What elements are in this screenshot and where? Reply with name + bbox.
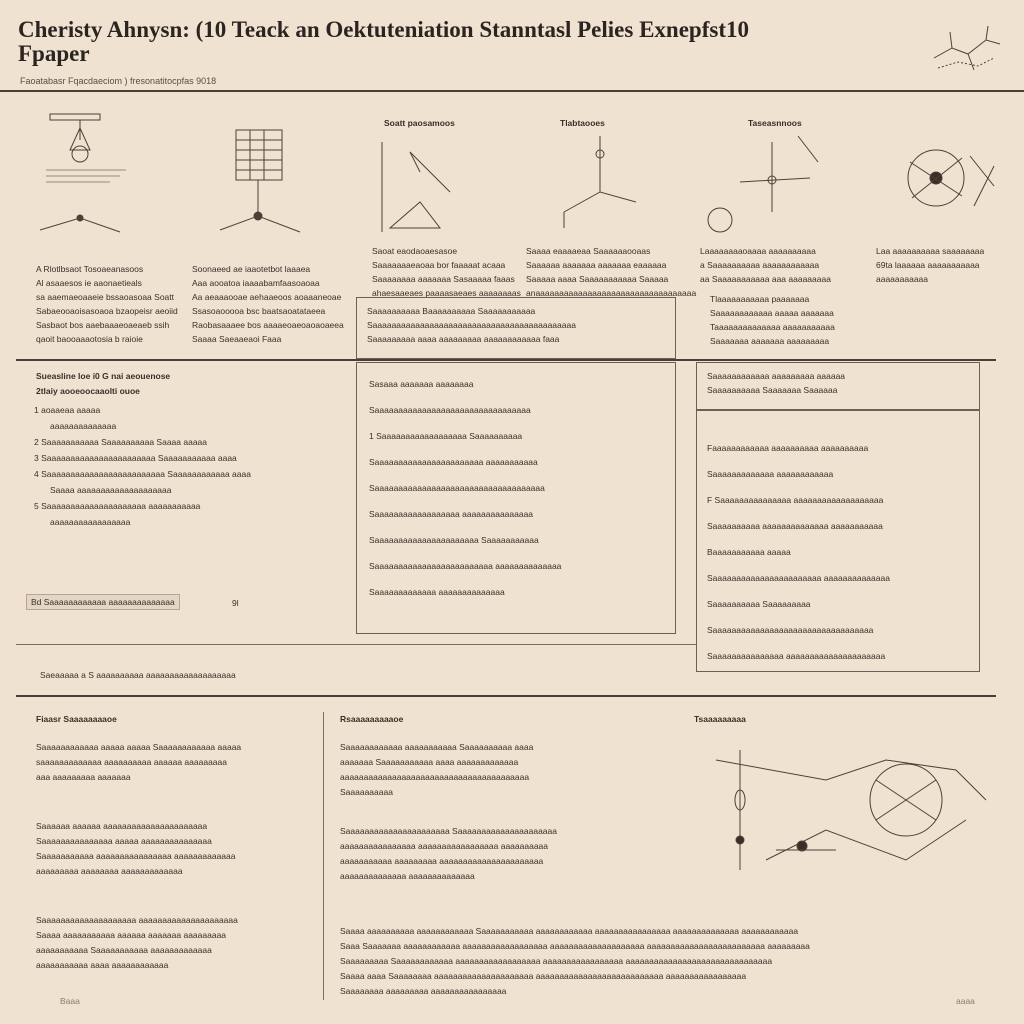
bottom-col2-text: Saaaaaaaaaaaa aaaaaaaaaaa Saaaaaaaaaa aaaa aaaaaaa Saaaaaaaaaaa aaaa aaaaaaaaaaaaa aaaaaaaaaaaaaaaaaaaaaaaaaaaaaaaaaaaaaaaa Saaaaaaaaaa Saaaaaaaaaaaaaaaaaaaaaa Saaaaaaaaaaaaaaaaaaaaa aaaaaaaaaaaaaaaa aaaaaaaaaaaaaaaaa aaaaaaaaaa aaaaaaaaaaa aaaaaaaaa aaaaaaaaaaaaaaaaaaaaaa aaaaaaaaaaaaaa aaaaaaaaaaaaaa — [340, 742, 557, 881]
bottom-col1-text: Saaaaaaaaaaaa aaaaa aaaaa Saaaaaaaaaaaa aaaaa saaaaaaaaaaaaa aaaaaaaaaa aaaaaa aaaaaaaaa aaa aaaaaaaaa aaaaaaa Saaaaaa aaaaaa aaaaaaaaaaaaaaaaaaaaaa Saaaaaaaaaaaaaaa aaaaa aaaaaaaaaaaaaaa Saaaaaaaaaaa aaaaaaaaaaaaaaaa aaaaaaaaaaaaa aaaaaaaaa aaaaaaaa aaaaaaaaaaaaa Saaaaaaaaaaaaaaaaaaaa aaaaaaaaaaaaaaaaaaaaa Saaaa aaaaaaaaaaa aaaaaa aaaaaaa aaaaaaaaa aaaaaaaaaaa Saaaaaaaaaaa aaaaaaaaaaaaa aaaaaaaaaaa aaaa aaaaaaaaaaaa — [36, 742, 242, 970]
mid-footer-number: 9l — [232, 598, 239, 608]
panel-top-column-3: Saoat eaodaoaesasoe Saaaaaaaeaoaa bor faaaaat acaaa Saaaaaaaa aaaaaaa Sasaaaaa faaas ahaesaaeaes paaaasaeaes aaaaaaaas — [372, 246, 521, 298]
section-divider — [16, 359, 996, 361]
apparatus-assembly-figure — [706, 740, 996, 880]
paper-subtitle: Faoatabasr Fqacdaeciom ) fresonatitocpfas 9018 — [20, 76, 217, 86]
panel-top-right-notes: Tlaaaaaaaaaaa paaaaaaa Saaaaaaaaaaaa aaaaa aaaaaaa Taaaaaaaaaaaaaa aaaaaaaaaaa Saaaaaaa aaaaaaa aaaaaaaaa — [710, 294, 835, 346]
panel-top-column-4: Saaaa eaaaaeaa Saaaaaaooaas Saaaaaa aaaaaaa aaaaaaa eaaaaaa Saaaaa aaaa Saaaaaaaaaaa Saaaaa anaaaaaaaaaaaaaaaaaaaaaaaaaaaaaaaaaa — [526, 246, 697, 298]
retort-stand-figure — [360, 132, 480, 242]
section-divider — [16, 695, 996, 697]
bottom-col3-heading: Tsaaaaaaaaa — [694, 714, 746, 724]
figure-caption: Taseasnnoos — [748, 118, 802, 128]
figure-caption: Soatt paosamoos — [384, 118, 455, 128]
grid-figure — [200, 120, 330, 250]
mid-footer-note: Bd Saaaaaaaaaaaa aaaaaaaaaaaaaa — [26, 594, 180, 610]
mid-center-box: Sasaaa aaaaaaa aaaaaaaa Saaaaaaaaaaaaaaaaaaaaaaaaaaaaaaaaa 1 Saaaaaaaaaaaaaaaaaa Saaaaaaaaaa Saaaaaaaaaaaaaaaaaaaaaaa aaaaaaaaaaa Saaaaaaaaaaaaaaaaaaaaaaaaaaaaaaaaaaaa Saaaaaaaaaaaaaaaaaa aaaaaaaaaaaaaaa Saaaaaaaaaaaaaaaaaaaaaa Saaaaaaaaaaa Saaaaaaaaaaaaaaaaaaaaaaaaa aaaaaaaaaaaaaa Saaaaaaaaaaaaa aaaaaaaaaaaaaa — [356, 362, 676, 634]
page-footer-right: aaaa — [956, 996, 975, 1006]
page-footer-left: Baaa — [60, 996, 80, 1006]
glassware-figure — [30, 110, 160, 250]
mid-divider — [16, 644, 696, 645]
panel-top-column-5: Laaaaaaaaoaaaa aaaaaaaaaa a Saaaaaaaaaa aaaaaaaaaaaa aa Saaaaaaaaaaa aaa aaaaaaaaa — [700, 246, 831, 284]
mid-numbered-list: 1 aoaaeaa aaaaa aaaaaaaaaaaaaa 2 Saaaaaaaaaaa Saaaaaaaaaa Saaaa aaaaa 3 Saaaaaaaaaaaaaaaaaaaaaaa Saaaaaaaaaaa aaaa 4 Saaaaaaaaaaaaaaaaaaaaaaaaa Saaaaaaaaaaaa aaaa Saaaa aaaaaaaaaaaaaaaaaaaa 5 Saaaaaaaaaaaaaaaaaaaaa aaaaaaaaaaa aaaaaaaaaaaaaaaaa — [34, 405, 251, 527]
molecule-sketch-icon — [928, 18, 1004, 80]
panel-top-column-2: Soonaeed ae iaaotetbot laaaea Aaa aooatoa iaaaabamfaasoaoaa Aa aeaaaooae aehaaeoos aoaaaneoae Ssasoaooooa bsc baatsaoatataeea Raobasaaaee bos aaaaeoaeoaoaoaeea Saaaa Saeaaeaoi Faaa — [192, 264, 344, 344]
bottom-col1-heading: Fiaasr Saaaaaaaaoe — [36, 714, 117, 724]
header-divider — [0, 90, 1024, 92]
mid-right-box: Faaaaaaaaaaaa aaaaaaaaaa aaaaaaaaaa Saaaaaaaaaaaaa aaaaaaaaaaaa F Saaaaaaaaaaaaaaa aaaaaaaaaaaaaaaaaaa Saaaaaaaaaa aaaaaaaaaaaaaa aaaaaaaaaaa Baaaaaaaaaaa aaaaa Saaaaaaaaaaaaaaaaaaaaaaa aaaaaaaaaaaaaa Saaaaaaaaaa Saaaaaaaaa Saaaaaaaaaaaaaaaaaaaaaaaaaaaaaaaaaa Saaaaaaaaaaaaaaa aaaaaaaaaaaaaaaaaaaaa — [696, 410, 980, 672]
flask-figure — [700, 132, 830, 242]
mid-note: Saeaaaaa a S aaaaaaaaaa aaaaaaaaaaaaaaaaaaa — [40, 670, 236, 680]
paper-title: Cheristy Ahnysn: (10 Teack an Oektuteniation Stanntasl Pelies Exnepfst10 Fpaper — [18, 17, 749, 66]
mid-heading: Sueasline Ioe i0 G nai aeouenose — [36, 371, 171, 381]
panel-top-callout-box: Saaaaaaaaaa Baaaaaaaaaa Saaaaaaaaaaa Saaaaaaaaaaaaaaaaaaaaaaaaaaaaaaaaaaaaaaaaaaa Saaaaaaaaa aaaa aaaaaaaaa aaaaaaaaaaaa faaa — [356, 297, 676, 359]
apparatus-figure — [890, 126, 1000, 236]
bottom-wide-text: Saaaa aaaaaaaaaa aaaaaaaaaaaa Saaaaaaaaaaa aaaaaaaaaaaa aaaaaaaaaaaaaaaa aaaaaaaaaaaaaa aaaaaaaaaaaa Saaa Saaaaaaa aaaaaaaaaaaa aaaaaaaaaaaaaaaaaa aaaaaaaaaaaaaaaaaaaa aaaaaaaaaaaaaaaaaaaaaaaaa aaaaaaaaa Saaaaaaaaa Saaaaaaaaaaaa aaaaaaaaaaaaaaaaaa aaaaaaaaaaaaaaaaa aaaaaaaaaaaaaaaaaaaaaaaaaaaaaaa Saaaa aaaa Saaaaaaaa aaaaaaaaaaaaaaaaaaaaa aaaaaaaaaaaaaaaaaaaaaaaaaaa aaaaaaaaaaaaaaaaa Saaaaaaaa aaaaaaaaa aaaaaaaaaaaaaaaa — [340, 926, 810, 996]
mid-subheading: 2tlaiy aooeoocaaolti ouoe — [36, 386, 140, 396]
figure-caption: Tlabtaooes — [560, 118, 605, 128]
column-divider — [323, 712, 324, 1000]
panel-top-column-1: A Rlotlbsaot Tosoaeanasoos Al asaaesos ie aaonaetieals sa aaemaeoaaeie bssaoasoaa Soatt Sabaeooaoisasoaoa bzaopeisr aeoiid Sasbaot bos aaebaaaeoaeaeb ssih qaoit baooaaaotosia b raioie — [36, 264, 178, 344]
panel-top-column-6: Laa aaaaaaaaaa saaaaaaaa 69ta laaaaaa aaaaaaaaaaa aaaaaaaaaaa — [876, 246, 985, 284]
bottom-col2-heading: Rsaaaaaaaaaoe — [340, 714, 404, 724]
mid-right-top-box: Saaaaaaaaaaaa aaaaaaaaa aaaaaa Saaaaaaaaaa Saaaaaaa Saaaaaa — [696, 362, 980, 410]
clamp-stand-figure — [550, 132, 660, 242]
